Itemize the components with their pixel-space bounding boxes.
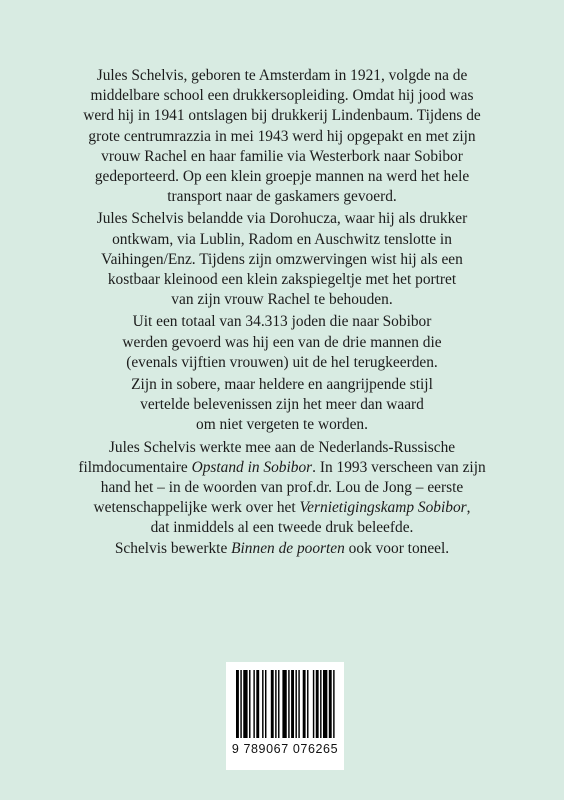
text-line: werden gevoerd was hij een van de drie mannen die [122,333,442,351]
text-line: middelbare school een drukkersopleiding. Omdat hij jood was [90,87,474,105]
barcode-bar [265,670,266,738]
barcode-bar [253,670,254,738]
barcode-bar [278,670,279,738]
text-line: Jules Schelvis werkte mee aan de Nederlands-Russische [108,438,456,456]
text-line: dat inmiddels al een tweede druk beleefde. [150,519,414,537]
barcode-bar [323,670,327,738]
text-line: om niet vergeten te worden. [196,416,368,434]
text-line [62,498,502,518]
text-segment: ook voor toneel. [344,539,450,557]
text-line: kostbaar kleinood een klein zakspiegeltje met het portret [107,271,457,289]
barcode-bar [291,670,294,738]
barcode-bar [295,670,296,738]
barcode-bar [275,670,276,738]
text-line: Zijn in sobere, maar heldere en aangrijpende stijl [131,376,433,394]
text-segment: . In 1993 verscheen van zijn [312,458,486,476]
barcode-bar [333,670,334,738]
barcode-bar [243,670,247,738]
text-line: grote centrumrazzia in mei 1943 werd hij opgepakt en met zijn [88,127,476,145]
barcode-bar [288,670,289,738]
text-line: Vaihingen/Enz. Tijdens zijn omzwervingen wist hij als een [101,250,463,268]
barcode-bar [271,670,274,738]
barcode-bar [256,670,259,738]
barcode-bar [240,670,241,738]
text-line: Jules Schelvis belandde via Dorohucza, waar hij als drukker [96,210,468,228]
text-line: hand het – in de woorden van prof.dr. Lou de Jong – eerste [100,479,464,497]
text-line: werd hij in 1941 ontslagen bij drukkerij Lindenbaum. Tijdens de [83,107,481,125]
blurb-paragraph-2 [62,209,502,310]
text-line: vertelde belevenissen zijn het meer dan waard [140,396,424,414]
text-line: vrouw Rachel en haar familie via Westerbork naar Sobibor [101,147,463,165]
text-line: Jules Schelvis, geboren te Amsterdam in 1921, volgde na de [96,67,468,84]
text-segment: Schelvis bewerkte [114,539,232,557]
text-line: van zijn vrouw Rachel te behouden. [171,291,393,309]
blurb-paragraph-3 [62,312,502,373]
text-line: (evenals vijftien vrouwen) uit de hel terugkeerden. [126,353,438,371]
barcode-bar [249,670,250,738]
barcode-bar [236,670,239,738]
barcode-bar [313,670,314,738]
book-title: Vernietigingskamp Sobibor [299,499,467,517]
barcode-bar [282,670,286,738]
barcode-bar [307,670,308,738]
text-line: ontkwam, via Lublin, Radom en Auschwitz tenslotte in [112,230,452,248]
text-line: gedeporteerd. Op een klein groepje mannen na werd het hele [94,168,470,186]
back-cover-blurb [62,66,502,559]
barcode-bar [320,670,321,738]
blurb-paragraph-5 [62,438,502,559]
barcode-bar [298,670,299,738]
play-title: Binnen de poorten [231,539,345,557]
text-line: Uit een totaal van 34.313 joden die naar Sobibor [132,313,432,331]
barcode-number: 9 789067 076265 [231,742,339,756]
text-segment: wetenschappelijke werk over het [93,499,300,517]
barcode-bar [303,670,306,738]
text-line: transport naar de gaskamers gevoerd. [167,188,397,206]
blurb-paragraph-4 [62,375,502,436]
film-title: Opstand in Sobibor [191,458,313,476]
barcode-bar [316,670,319,738]
barcode-bar [262,670,263,738]
text-line [62,458,502,478]
text-line [62,539,502,559]
isbn-barcode [226,662,344,770]
text-segment: , [466,499,471,517]
barcode-bars [234,670,336,738]
blurb-paragraph-1 [62,66,502,207]
text-segment: filmdocumentaire [78,458,192,476]
barcode-bar [329,670,332,738]
